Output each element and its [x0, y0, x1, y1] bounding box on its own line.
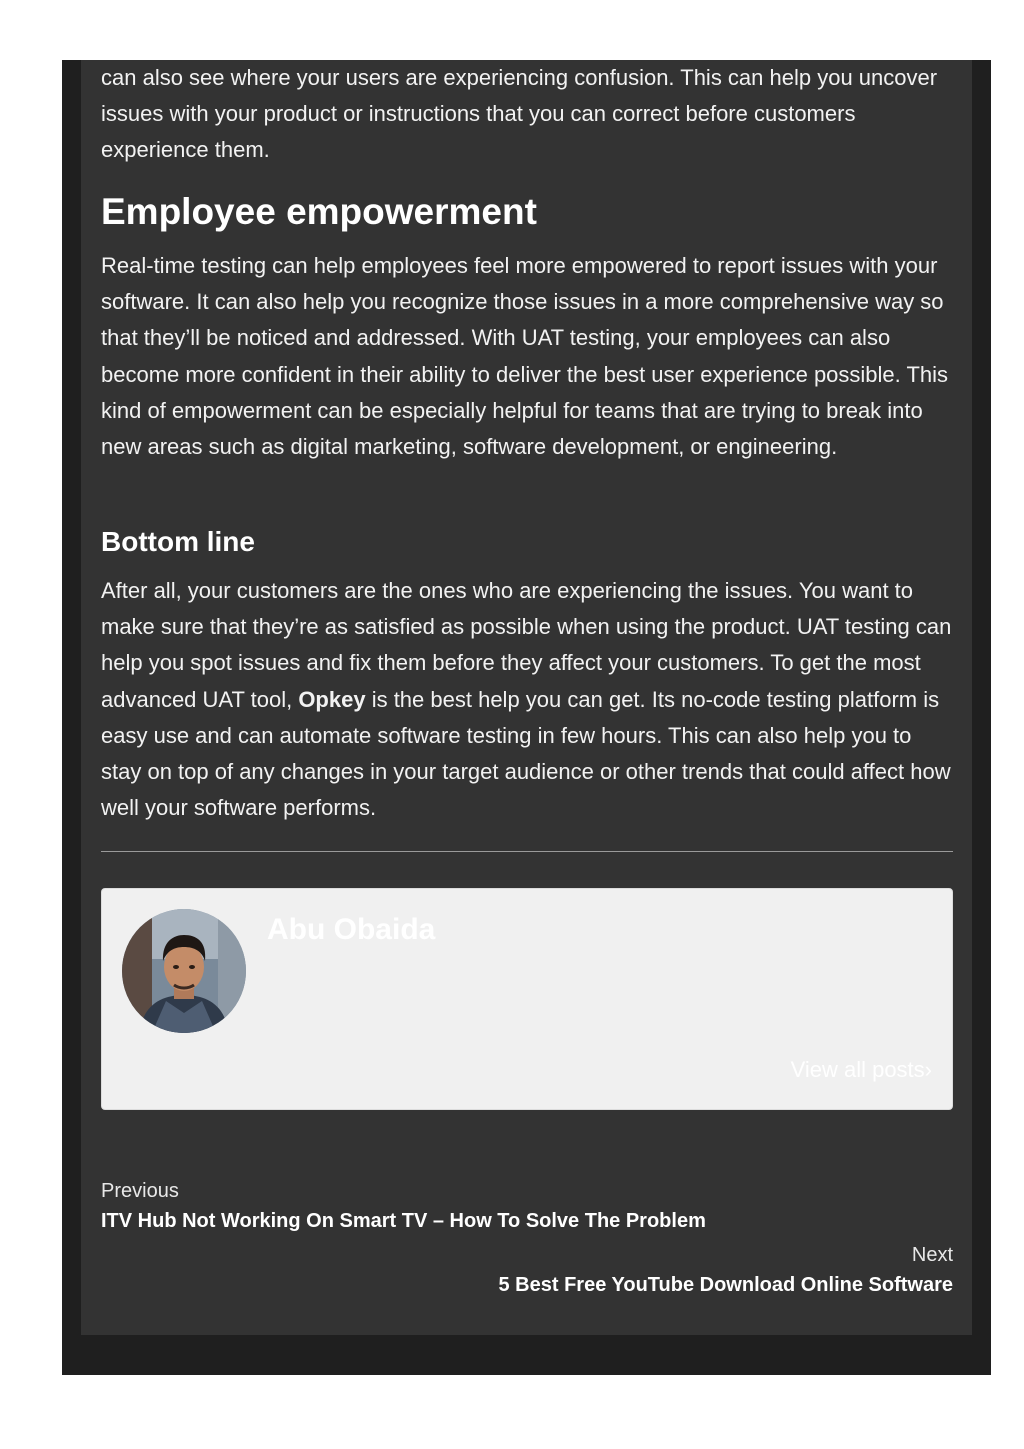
opkey-strong: Opkey — [298, 686, 366, 712]
content-divider — [101, 851, 953, 852]
paragraph-text: is the best help you can get. Its no-code testing platform is easy use and can automate software testing in few hours. This can also help you to stay on top of any changes in your target audience or other trends that could affect how well your software performs. — [101, 686, 951, 821]
paragraph-text: After all, your customers are the ones who are experiencing the issues. You want to make sure that they’re as satisfied as possible when using the product. UAT testing can help you spot issues and fix them before they affect your customers. To get the most advanced UAT tool, — [101, 578, 952, 712]
author-name[interactable]: Abu Obaida — [267, 913, 436, 946]
chevron-right-icon: › — [924, 1057, 932, 1082]
section-heading: Bottom line — [101, 526, 255, 557]
view-all-label: View all posts — [790, 1057, 925, 1082]
section-paragraph: Real-time testing can help employees feel more empowered to report issues with your software. It can also help you recognize those issues in a more comprehensive way so that they’ll be noticed and addressed. With UAT testing, your employees can also become more confident in their ability to deliver the best user experience possible. This kind of empowerment can be especially helpful for teams that are trying to break into new areas such as digital marketing, software development, or engineering. — [101, 253, 949, 460]
view-all-posts-link[interactable] — [791, 1057, 932, 1083]
next-label: Next — [911, 1244, 953, 1266]
author-box — [101, 888, 953, 1110]
article-body — [81, 60, 972, 1335]
previous-label: Previous — [101, 1180, 179, 1202]
section-heading: Employee empowerment — [101, 191, 537, 232]
previous-post-nav — [101, 1178, 953, 1238]
next-post-link[interactable]: 5 Best Free YouTube Download Online Software — [498, 1274, 953, 1296]
site-content-wrapper — [62, 60, 991, 1375]
person-photo-icon — [122, 909, 246, 1033]
section-employee-empowerment — [101, 190, 953, 234]
intro-paragraph: can also see where your users are experiencing confusion. This can help you uncover issues with your product or instructions that you can correct before customers experience them. — [101, 65, 938, 163]
intro-block — [101, 60, 953, 169]
section-paragraph — [101, 573, 953, 826]
author-avatar[interactable] — [122, 909, 246, 1033]
previous-post-link[interactable]: ITV Hub Not Working On Smart TV – How To Solve The Problem — [101, 1210, 706, 1232]
section-employee-empowerment-body — [101, 248, 953, 465]
section-bottom-line-body — [101, 573, 953, 826]
section-bottom-line — [101, 525, 953, 559]
next-post-nav — [101, 1242, 953, 1302]
